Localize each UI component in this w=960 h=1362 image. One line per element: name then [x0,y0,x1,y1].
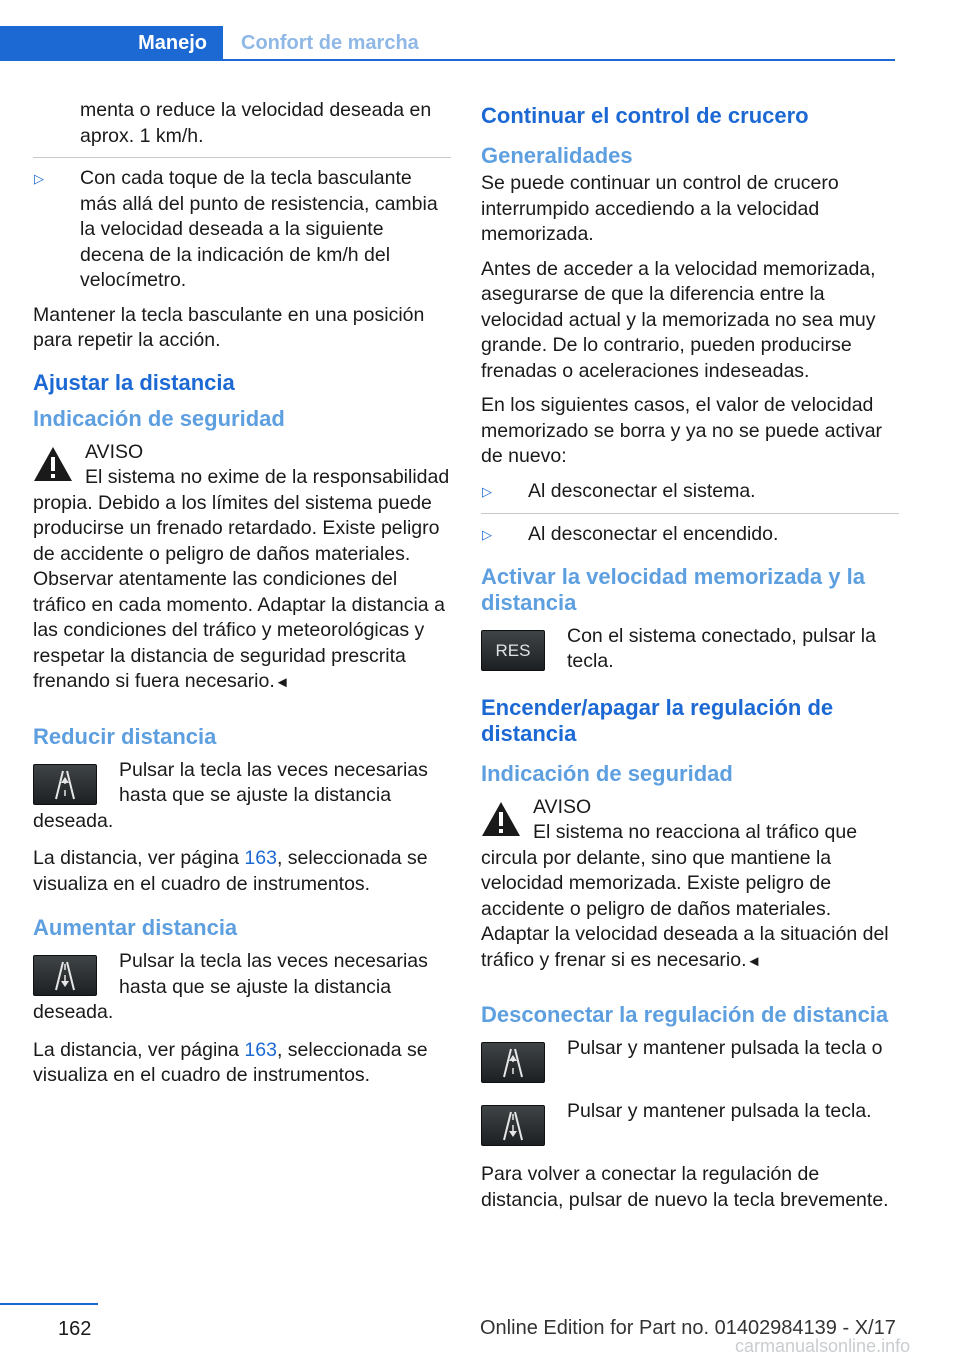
footer-rule [0,1303,98,1305]
page-link-163[interactable]: 163 [244,847,277,869]
increase-reference [33,1038,451,1089]
watermark: carmanualsonline.info [735,1336,911,1356]
general-paragraph-1: Se puede continuar un control de crucero interrumpido accediendo a la velocidad memorizada. [481,172,839,245]
warning-block [481,795,899,975]
page-header [0,26,895,61]
tab-confort-de-marcha[interactable]: Confort de marcha [241,32,419,54]
header-rule [0,59,895,61]
increase-text: Pulsar la tecla las veces necesarias hasta que se ajuste la distancia deseada. [33,950,428,1023]
reduce-reference [33,846,451,897]
distance-reduce-key-icon [33,764,97,805]
warning-triangle-icon [481,801,521,837]
list-item [481,522,899,548]
heading-safety-note: Indicación de seguridad [481,760,733,786]
disconnect-text-1: Pulsar y mantener pulsada la tecla o [567,1037,883,1059]
distance-increase-key-icon [481,1105,545,1146]
heading-disconnect-distance: Desconectar la regulación de distancia [481,1002,889,1027]
warning-block [33,440,451,696]
heading-safety-note: Indicación de seguridad [33,405,285,431]
left-column [33,98,451,1098]
disconnect-text-2: Pulsar y mantener pulsada la tecla. [567,1100,872,1122]
warning-text: El sistema no reacciona al tráfico que circula por delante, sino que mantiene la velocidad memorizada. Existe peligro de accidente o peligro de daños materiales. Adaptar la velocidad deseada a la situación del tráfico y frenar si es necesario. [481,821,889,971]
list-item [33,166,451,294]
tab-manejo[interactable]: Manejo [0,26,223,61]
page-link-163[interactable]: 163 [244,1038,277,1061]
end-mark: ◄ [746,952,762,970]
reference-text: La distancia, ver página [33,1038,245,1061]
reference-text: La distancia, ver página [33,847,245,869]
bullet-divider [481,513,899,514]
distance-increase-key-icon [33,955,97,996]
warning-triangle-icon [33,446,73,482]
activate-text: Con el sistema conectado, pulsar la tecla. [567,624,876,672]
increase-instruction [33,949,451,1026]
general-paragraph-3: En los siguientes casos, el valor de velocidad memorizado se borra y ya no se puede activar de nuevo: [481,394,883,467]
heading-onoff-distance: Encender/apagar la regulación de distancia [481,694,834,746]
triangle-right-icon: ▷ [482,527,492,542]
paragraph-hold: Mantener la tecla basculante en una posición para repetir la acción. [33,303,425,351]
reconnect-paragraph: Para volver a conectar la regulación de distancia, pulsar de nuevo la tecla brevemente. [481,1163,889,1211]
bullet-divider [33,157,451,158]
heading-increase-distance: Aumentar distancia [33,915,238,940]
warning-title: AVISO [85,440,144,463]
list-item [481,479,899,505]
reference-text-end: , seleccionada se visualiza en el cuadro de instrumentos. [33,847,428,895]
heading-continue-cruise: Continuar el control de crucero [481,103,809,128]
disconnect-instruction-1 [481,1036,899,1087]
general-paragraph-2: Antes de acceder a la velocidad memorizada, asegurarse de que la diferencia entre la velocidad actual y la memorizada no sea muy grande. De lo contrario, pueden producirse frenadas o aceleraciones indeseadas. [481,257,876,382]
reduce-text: Pulsar la tecla las veces necesarias hasta que se ajuste la distancia deseada. [33,758,428,832]
reduce-instruction [33,758,451,835]
res-key-icon: RES [481,630,545,671]
heading-general: Generalidades [481,143,633,168]
edition-note: Online Edition for Part no. 01402984139 - X/17 [480,1317,896,1339]
activate-instruction [481,624,899,675]
heading-activate-memorized: Activar la velocidad memorizada y la distancia [481,563,865,615]
continued-bullet-text: menta o reduce la velocidad deseada en aprox. 1 km/h. [80,99,432,147]
bullet-text: Con cada toque de la tecla basculante más allá del punto de resistencia, cambia la velocidad deseada a la siguiente decena de la indicación de km/h del velocímetro. [80,167,438,291]
triangle-right-icon: ▷ [34,171,44,186]
reference-text-end: , seleccionada se visualiza en el cuadro de instrumentos. [33,1038,428,1086]
warning-title: AVISO [533,795,592,818]
right-column [481,98,899,1222]
warning-text: El sistema no exime de la responsabilidad propia. Debido a los límites del sistema puede producirse un frenado retardado. Existe peligro de accidente o peligro de daños materiales. Observar atentamente las condiciones del tráfico en cada momento. Adaptar la distancia a las condiciones del tráfico y meteorológicas y respetar la distancia de seguridad prescrita frenando si fuera necesario. [33,466,450,692]
heading-reduce-distance: Reducir distancia [33,723,217,749]
bullet-text: Al desconectar el sistema. [528,479,756,502]
end-mark: ◄ [274,674,290,691]
page-number: 162 [58,1318,92,1340]
heading-adjust-distance: Ajustar la distancia [33,369,235,395]
distance-reduce-key-icon [481,1042,545,1083]
triangle-right-icon: ▷ [482,483,492,499]
disconnect-instruction-2 [481,1099,899,1150]
bullet-text: Al desconectar el encendido. [528,523,779,545]
